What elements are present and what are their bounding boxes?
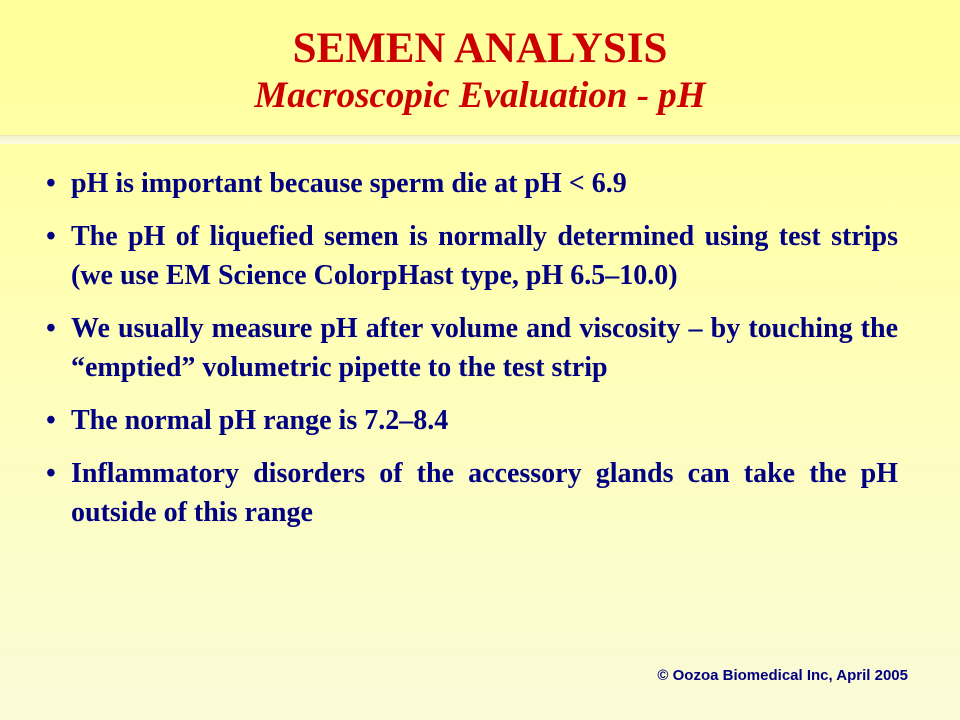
bullet-text: The normal pH range is 7.2–8.4 bbox=[71, 405, 449, 436]
slide-subtitle: Macroscopic Evaluation - pH bbox=[254, 75, 706, 116]
bullet-text: The pH of liquefied semen is normally determined using test strips (we use EM Science ColorpHast type, pH 6.5–10.0) bbox=[71, 221, 898, 291]
bullet-list bbox=[46, 164, 898, 546]
slide-title: SEMEN ANALYSIS bbox=[292, 25, 668, 72]
bullet-text: We usually measure pH after volume and viscosity – by touching the “emptied” volumetric pipette to the test strip bbox=[71, 313, 898, 383]
bullet-item bbox=[46, 309, 898, 387]
bullet-item bbox=[46, 217, 898, 295]
bullet-text: Inflammatory disorders of the accessory glands can take the pH outside of this range bbox=[71, 458, 898, 528]
bullet-marker: • bbox=[46, 168, 56, 199]
bullet-item bbox=[46, 454, 898, 532]
bullet-marker: • bbox=[46, 221, 56, 252]
title-block bbox=[0, 24, 960, 118]
bullet-item bbox=[46, 401, 898, 440]
title-divider bbox=[0, 135, 960, 144]
bullet-marker: • bbox=[46, 313, 56, 344]
bullet-marker: • bbox=[46, 405, 56, 436]
bullet-item bbox=[46, 164, 898, 203]
bullet-text: pH is important because sperm die at pH < 6.9 bbox=[71, 168, 627, 199]
copyright-footer: © Oozoa Biomedical Inc, April 2005 bbox=[657, 667, 908, 684]
bullet-marker: • bbox=[46, 458, 56, 489]
